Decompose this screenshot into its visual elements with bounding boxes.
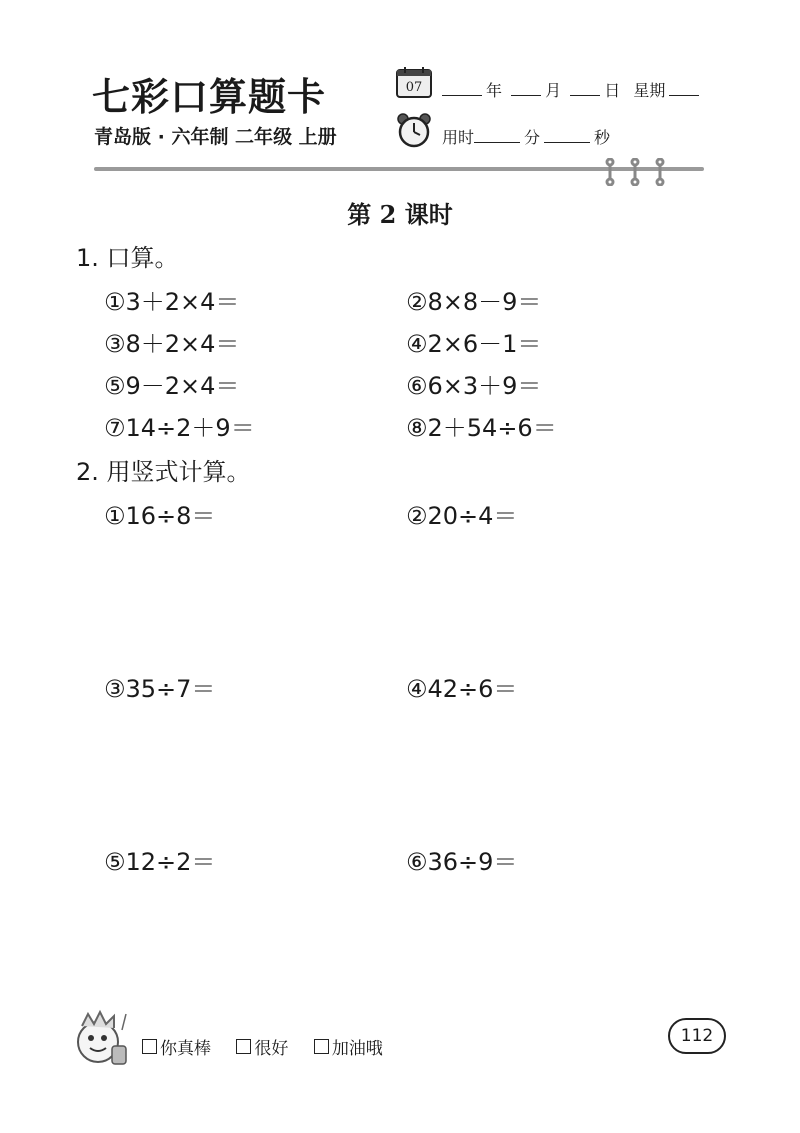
oral-item-7: ⑦14÷2＋9＝ [104,414,255,442]
self-rating-options [142,1034,403,1059]
alarm-clock-icon [396,112,432,148]
oral-item-2: ②8×8－9＝ [406,288,542,316]
checkbox-icon[interactable] [142,1039,157,1054]
checkbox-icon[interactable] [236,1039,251,1054]
rating-label: 加油哦 [331,1039,383,1059]
day-label: 日 [604,81,621,100]
vertical-item-2: ②20÷4＝ [406,502,518,530]
rating-label: 很好 [254,1039,289,1059]
vertical-item-1: ①16÷8＝ [104,502,216,530]
time-used-label: 用时 [442,128,475,147]
rating-label: 你真棒 [160,1039,211,1059]
time-fill-line [442,125,614,148]
weekday-label: 星期 [633,81,666,100]
vertical-item-4: ④42÷6＝ [406,675,518,703]
edition-label: 青岛版 · 六年制 二年级 上册 [94,126,337,148]
checkbox-icon[interactable] [314,1039,329,1054]
oral-item-3: ③8＋2×4＝ [104,330,240,358]
vertical-item-3: ③35÷7＝ [104,675,216,703]
mascot-illustration-icon [68,1006,134,1072]
year-label: 年 [486,81,503,100]
date-fill-line [442,78,699,101]
rating-excellent[interactable] [142,1034,211,1059]
calendar-day: 07 [405,80,423,95]
day-blank[interactable] [570,81,600,96]
oral-item-6: ⑥6×3＋9＝ [406,372,542,400]
weekday-blank[interactable] [669,81,699,96]
month-blank[interactable] [511,81,541,96]
section2-title: 2. 用竖式计算。 [76,458,251,486]
vertical-item-6: ⑥36÷9＝ [406,848,518,876]
vertical-item-5: ⑤12÷2＝ [104,848,216,876]
lesson-title: 第 2 课时 [347,200,453,229]
calendar-icon [396,66,432,98]
binder-rings-icon [600,158,670,186]
page-number: 112 [668,1018,726,1054]
seconds-label: 秒 [594,128,611,147]
oral-item-5: ⑤9－2×4＝ [104,372,240,400]
oral-item-4: ④2×6－1＝ [406,330,542,358]
seconds-blank[interactable] [544,128,590,143]
brand-title: 七彩口算题卡 [92,74,327,119]
minutes-blank[interactable] [474,128,520,143]
section1-title: 1. 口算。 [76,244,179,272]
month-label: 月 [545,81,562,100]
minutes-label: 分 [524,128,541,147]
year-blank[interactable] [442,81,482,96]
rating-good[interactable] [236,1034,288,1059]
rating-keep-going[interactable] [314,1034,383,1059]
oral-item-8: ⑧2＋54÷6＝ [406,414,557,442]
oral-item-1: ①3＋2×4＝ [104,288,240,316]
